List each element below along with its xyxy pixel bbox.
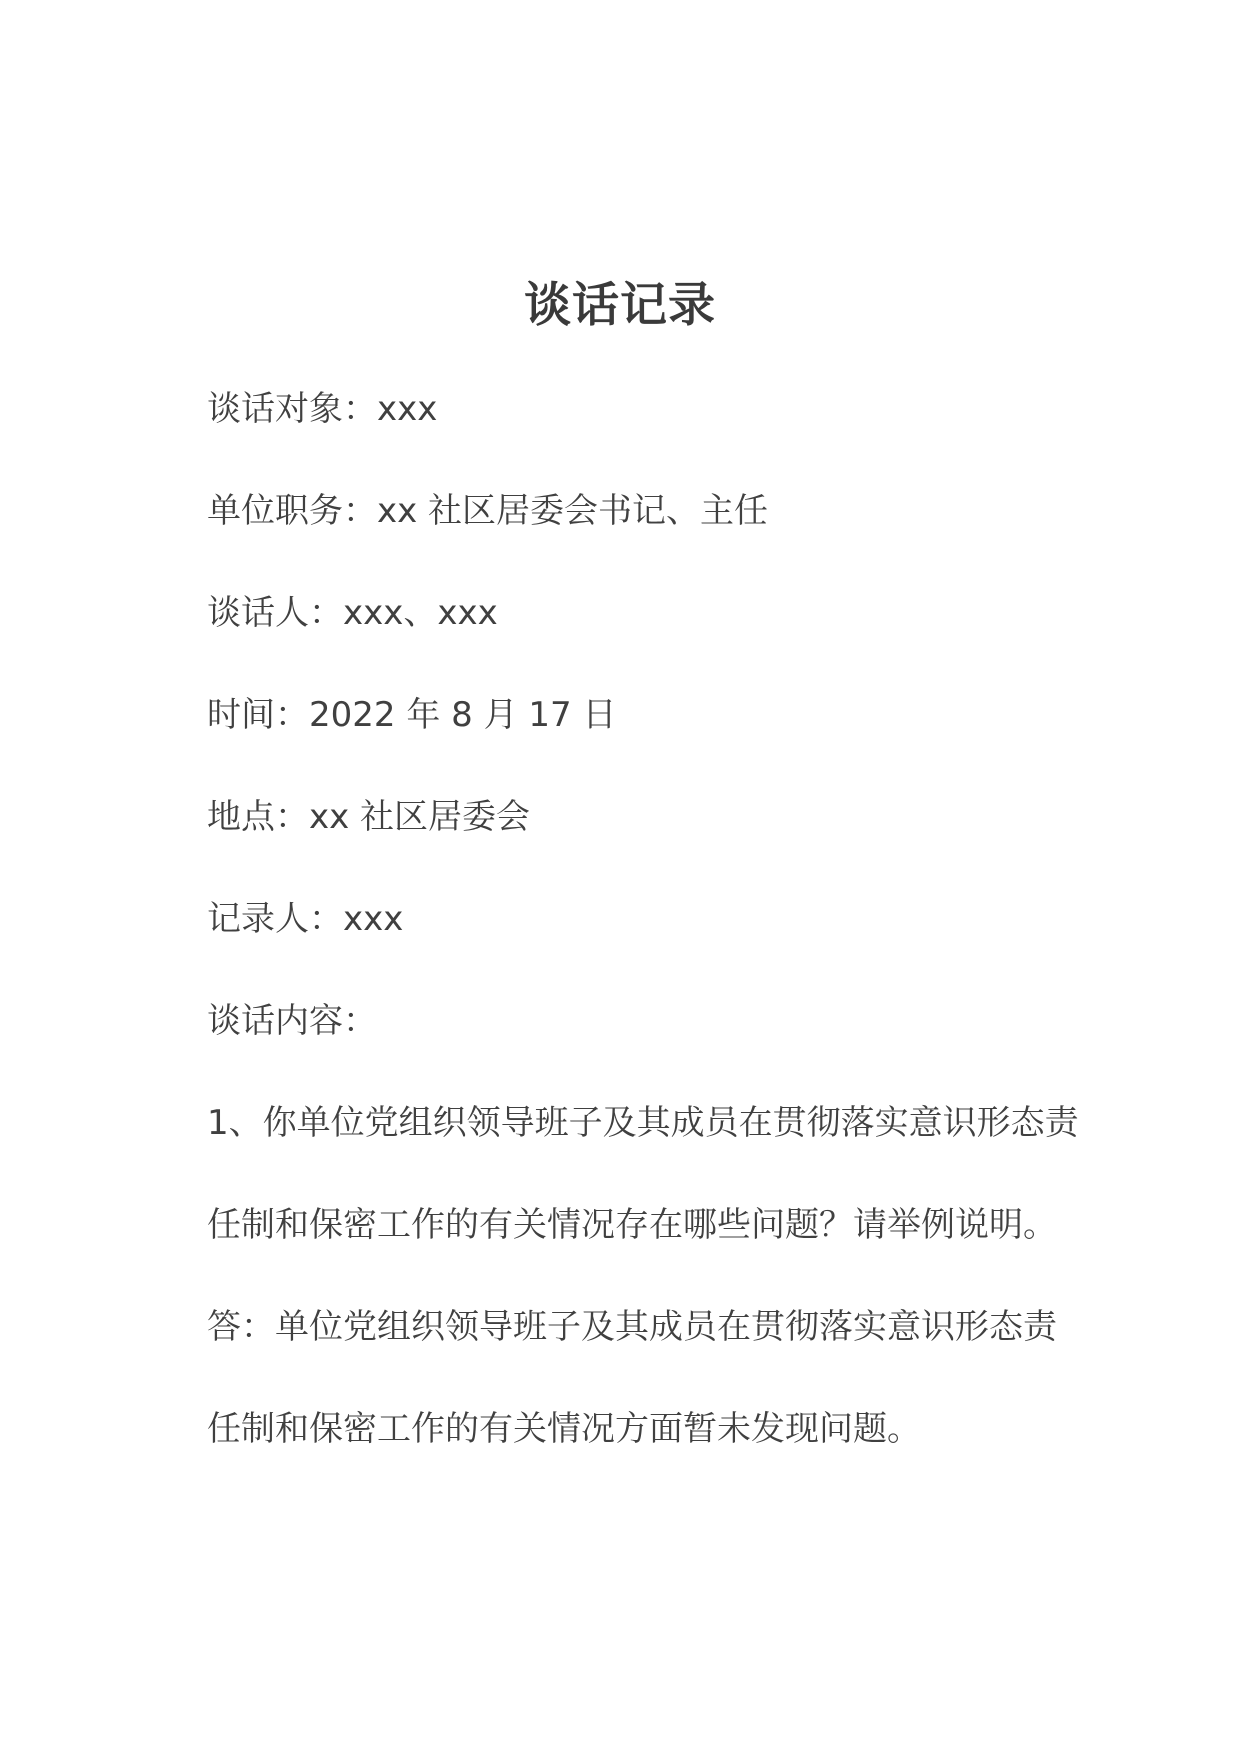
answer-line-1: 答：单位党组织领导班子及其成员在贯彻落实意识形态责: [207, 1307, 1057, 1347]
field-time: 时间：2022 年 8 月 17 日: [207, 695, 617, 735]
answer-line-2: 任制和保密工作的有关情况方面暂未发现问题。: [207, 1409, 921, 1449]
field-position: 单位职务：xx 社区居委会书记、主任: [207, 491, 769, 531]
question-line-2: 任制和保密工作的有关情况存在哪些问题？请举例说明。: [207, 1205, 1057, 1245]
document-title: 谈话记录: [524, 278, 716, 333]
field-location: 地点：xx 社区居委会: [207, 797, 531, 837]
field-recorder: 记录人：xxx: [207, 899, 404, 939]
question-line-1: 1、你单位党组织领导班子及其成员在贯彻落实意识形态责: [207, 1103, 1079, 1143]
field-content-label: 谈话内容：: [207, 1001, 377, 1041]
field-interviewee: 谈话对象：xxx: [207, 389, 438, 429]
field-interviewer: 谈话人：xxx、xxx: [207, 593, 498, 633]
